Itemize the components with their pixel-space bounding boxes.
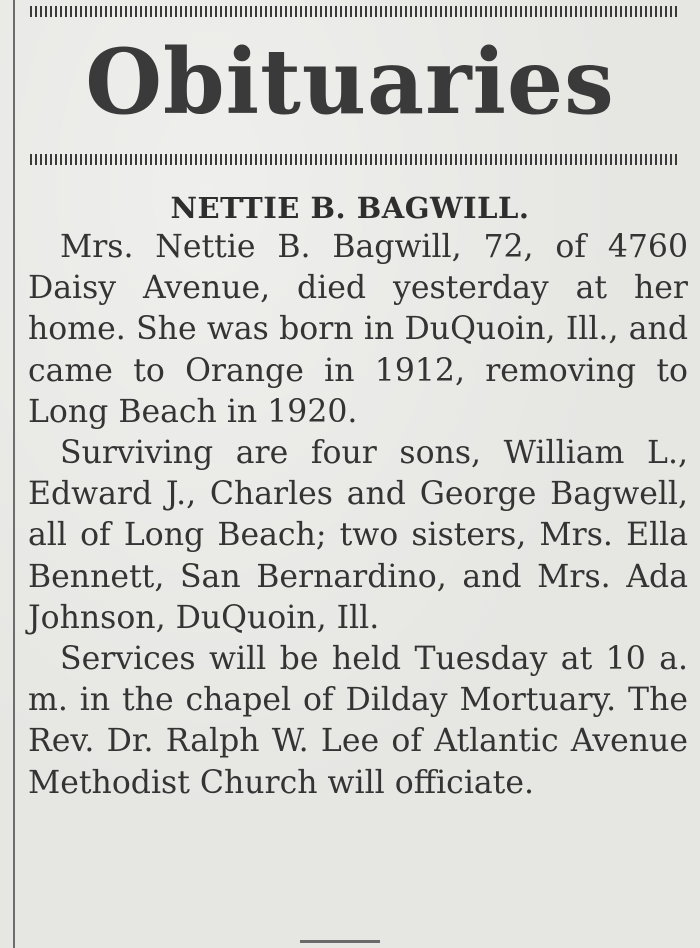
masthead-dotted-rule xyxy=(30,154,680,165)
column-end-rule xyxy=(300,940,380,943)
paragraph-survivors: Surviving are four sons, William L., Edward J., Charles and George Bagwell, all of Long Beach; two sisters, Mrs. Ella Bennett, San Bernardino, and Mrs. Ada Johnson, DuQuoin, Ill. xyxy=(28,435,688,636)
column-rule xyxy=(13,0,15,948)
obituary-body xyxy=(28,227,688,804)
section-title: Obituaries xyxy=(85,29,615,135)
paragraph-services: Services will be held Tuesday at 10 a. m. in the chapel of Dilday Mortuary. The Rev. Dr. Ralph W. Lee of Atlantic Avenue Methodist Church will officiate. xyxy=(28,641,688,801)
top-dotted-rule xyxy=(30,6,680,17)
paragraph-biography: Mrs. Nettie B. Bagwill, 72, of 4760 Daisy Avenue, died yesterday at her home. She was born in DuQuoin, Ill., and came to Orange in 1912, removing to Long Beach in 1920. xyxy=(28,229,688,430)
obituary-headline: NETTIE B. BAGWILL. xyxy=(170,191,530,225)
